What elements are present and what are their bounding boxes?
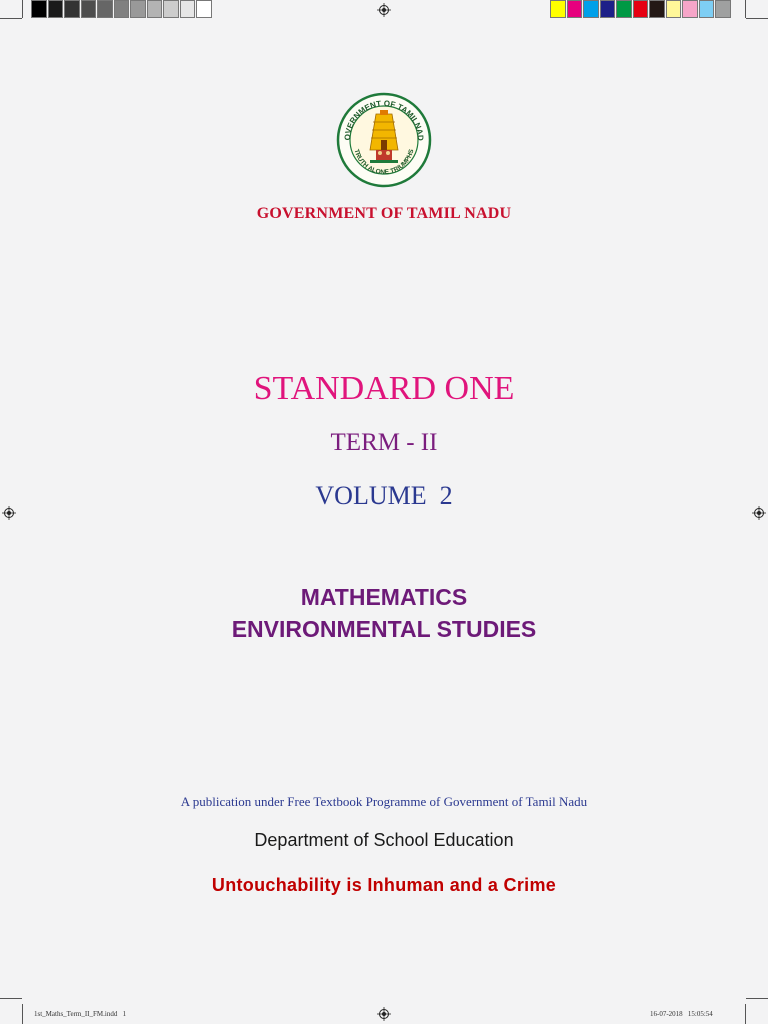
color-swatch xyxy=(616,0,632,18)
government-heading: GOVERNMENT OF TAMIL NADU xyxy=(256,205,512,222)
slug-timestamp: 16-07-2018 15:05:54 xyxy=(650,1010,713,1018)
grayscale-color-bar xyxy=(31,0,213,18)
slogan: Untouchability is Inhuman and a Crime xyxy=(211,875,557,895)
registration-mark-icon xyxy=(377,3,391,17)
color-swatch xyxy=(196,0,212,18)
color-swatch xyxy=(567,0,583,18)
color-swatch xyxy=(600,0,616,18)
color-swatch xyxy=(97,0,113,18)
emblem-top-text: OVERNMENT OF TAMILNAD xyxy=(342,98,426,142)
subject-line-2: ENVIRONMENTAL STUDIES xyxy=(231,616,537,642)
color-swatch xyxy=(715,0,731,18)
publication-note: A publication under Free Textbook Programme of Government of Tamil Nadu xyxy=(180,794,588,809)
color-swatch xyxy=(147,0,163,18)
trim-mark xyxy=(745,1004,746,1024)
term-title: TERM - II xyxy=(330,429,438,456)
color-swatch xyxy=(699,0,715,18)
subject-line-1: MATHEMATICS xyxy=(300,584,468,610)
color-swatch xyxy=(81,0,97,18)
trim-mark xyxy=(746,18,768,19)
trim-mark xyxy=(22,1004,23,1024)
color-swatch xyxy=(649,0,665,18)
color-swatch xyxy=(64,0,80,18)
trim-mark xyxy=(0,18,22,19)
trim-mark xyxy=(22,0,23,18)
color-swatch xyxy=(682,0,698,18)
color-swatch xyxy=(130,0,146,18)
color-swatch xyxy=(48,0,64,18)
color-swatch xyxy=(163,0,179,18)
registration-mark-icon xyxy=(377,1007,391,1021)
tamil-nadu-emblem xyxy=(336,92,432,188)
color-swatch xyxy=(550,0,566,18)
color-swatch xyxy=(666,0,682,18)
trim-mark xyxy=(746,998,768,999)
process-color-bar xyxy=(550,0,732,18)
slug-filename: 1st_Maths_Term_II_FM.indd 1 xyxy=(34,1010,127,1018)
color-swatch xyxy=(114,0,130,18)
standard-title: STANDARD ONE xyxy=(253,370,515,407)
color-swatch xyxy=(180,0,196,18)
trim-mark xyxy=(0,998,22,999)
trim-mark xyxy=(745,0,746,18)
color-swatch xyxy=(31,0,47,18)
color-swatch xyxy=(583,0,599,18)
color-swatch xyxy=(633,0,649,18)
emblem-bottom-text: TRUTH ALONE TRIUMPHS xyxy=(352,148,416,177)
department-name: Department of School Education xyxy=(254,830,514,850)
volume-title: VOLUME 2 xyxy=(315,481,453,510)
